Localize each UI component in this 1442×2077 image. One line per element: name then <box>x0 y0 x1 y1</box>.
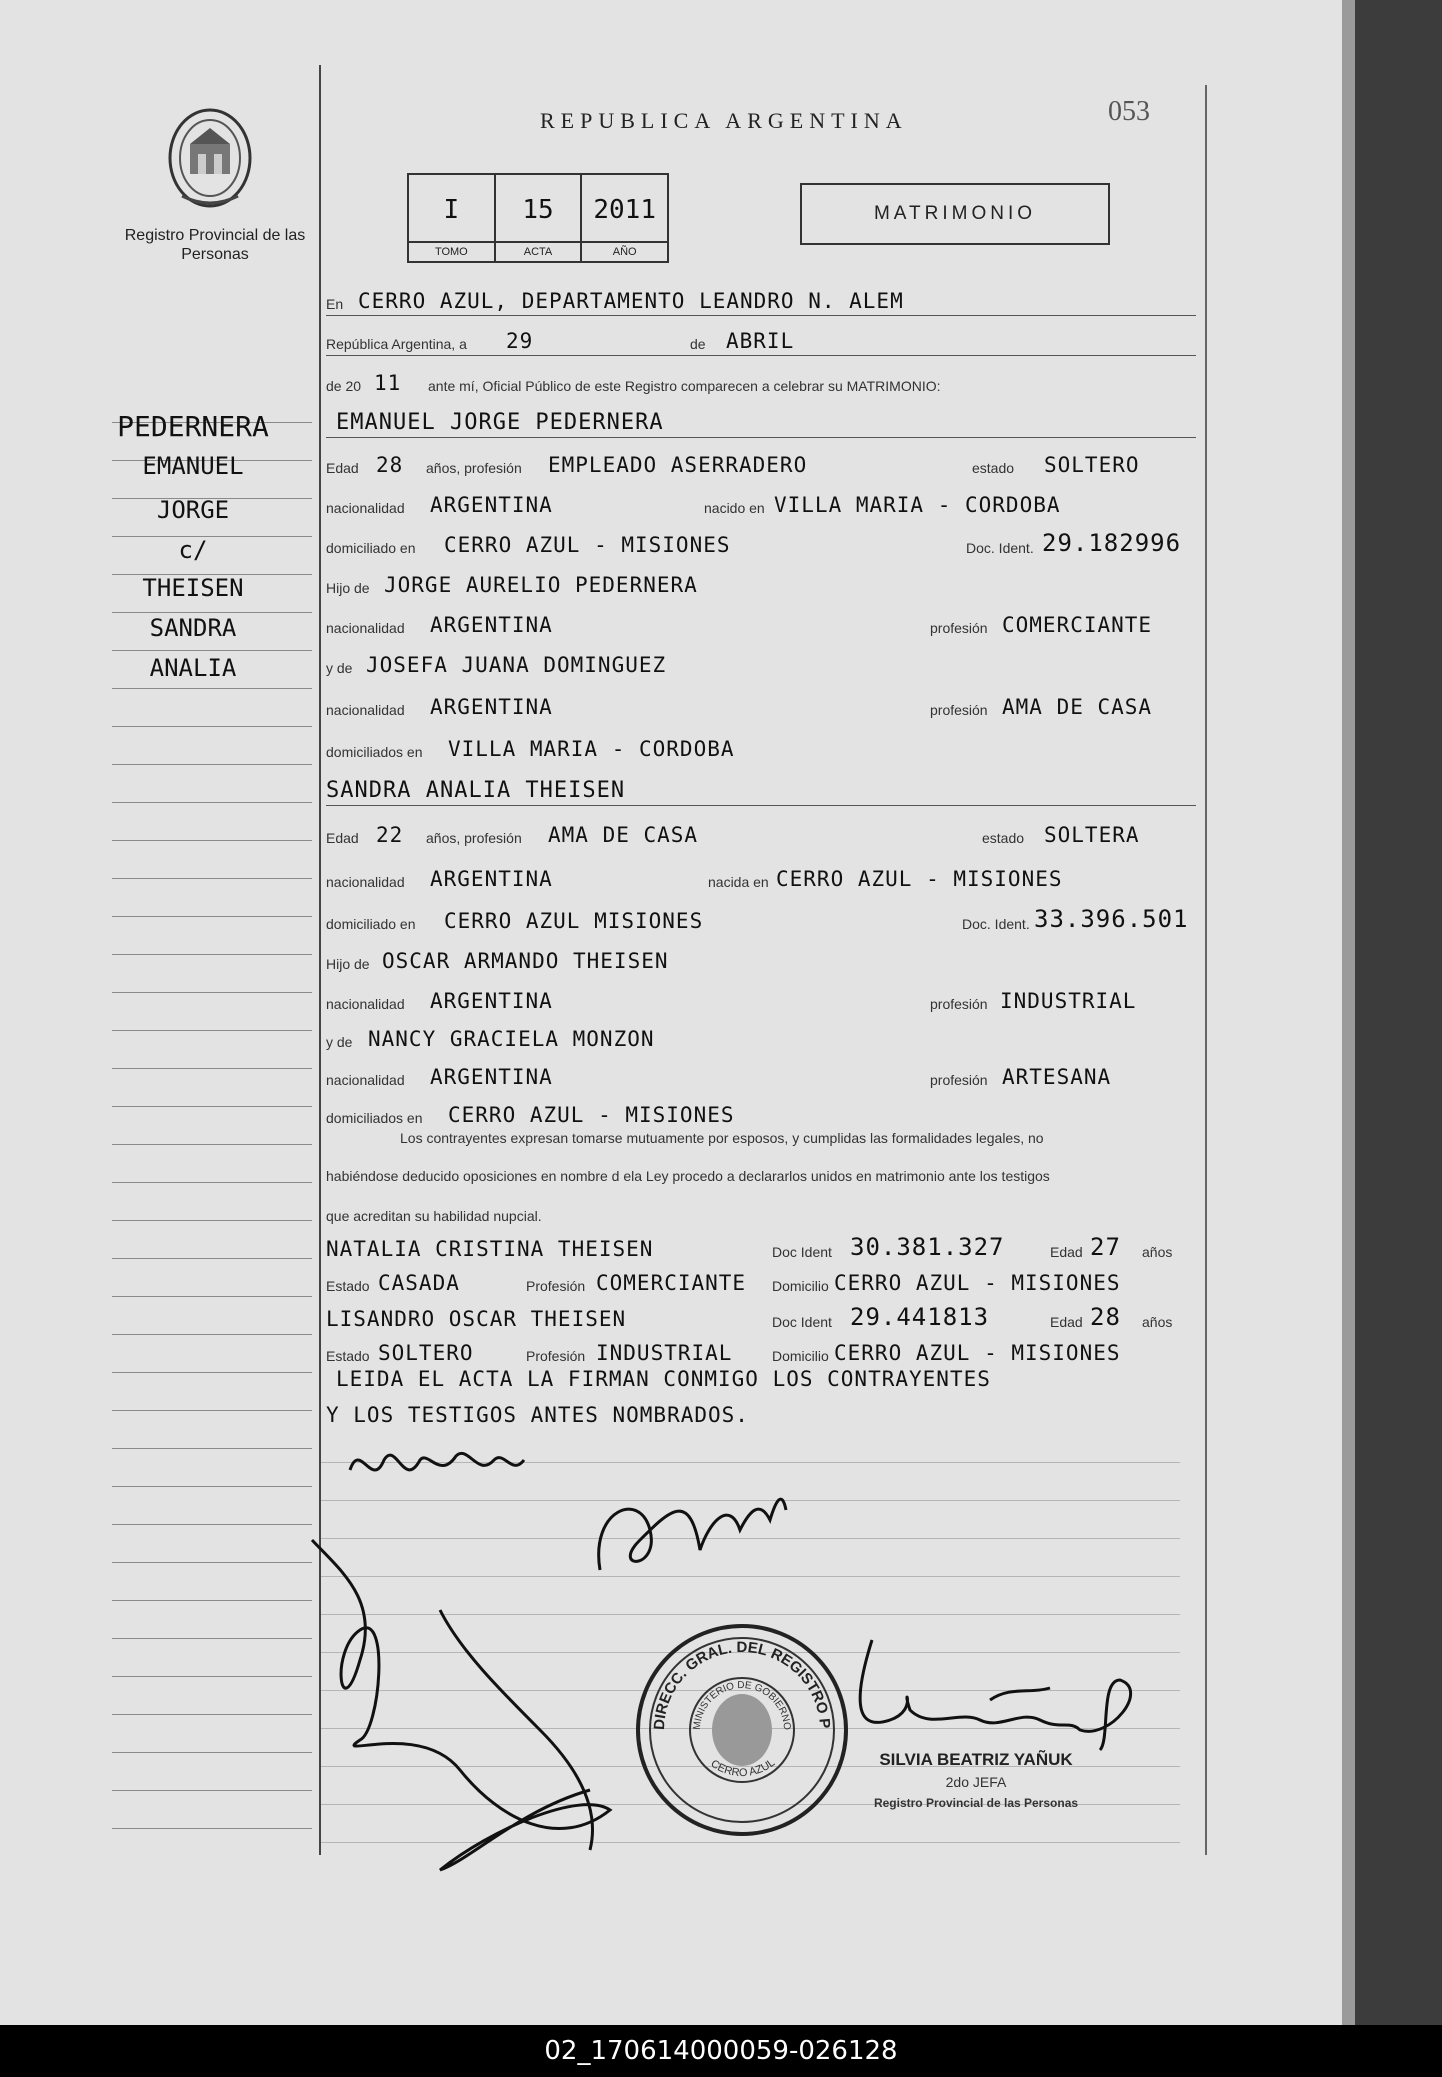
margin-note-line: c/ <box>178 536 208 564</box>
register-box <box>407 173 669 263</box>
official-role: 2do JEFA <box>945 1774 1007 1790</box>
groom-name: EMANUEL JORGE PEDERNERA <box>336 410 664 435</box>
ruled-line <box>112 916 312 917</box>
ruled-line <box>112 1296 312 1297</box>
groom-parents-domicile-row <box>326 732 1196 766</box>
margin-note-line: ANALIA <box>149 654 237 682</box>
groom-mother-row <box>326 648 1196 682</box>
label-anos: años <box>1142 1314 1173 1330</box>
ruled-line <box>112 612 312 613</box>
label-doc-ident: Doc Ident <box>772 1244 832 1260</box>
label-estado: estado <box>982 830 1025 846</box>
witness-2-row <box>326 1302 1196 1336</box>
label-domiciliado-en: domiciliado en <box>326 540 416 556</box>
bride-father-nat-row <box>326 984 1196 1018</box>
label-edad: Edad <box>1050 1314 1083 1330</box>
groom-father: JORGE AURELIO PEDERNERA <box>384 573 698 597</box>
label-estado: Estado <box>326 1278 370 1294</box>
groom-status: SOLTERO <box>1044 453 1140 477</box>
margin-note-line: THEISEN <box>142 574 244 602</box>
ruled-line <box>112 1144 312 1145</box>
act-type-box: MATRIMONIO <box>800 183 1110 245</box>
stamp-inner-text: MINISTERIO DE GOBIERNO <box>691 1679 793 1731</box>
witness-1-profession: COMERCIANTE <box>596 1271 747 1295</box>
bride-signature <box>599 1499 786 1570</box>
ruled-line <box>112 1182 312 1183</box>
official-signature <box>860 1640 1131 1750</box>
tomo-label: TOMO <box>409 241 494 261</box>
acta-cell <box>496 175 583 261</box>
bride-mother-nat-row <box>326 1060 1196 1094</box>
groom-birthplace: VILLA MARIA - CORDOBA <box>774 493 1061 517</box>
anio-value: 2011 <box>593 195 656 225</box>
label-domiciliado-en: domiciliado en <box>326 916 416 932</box>
groom-nationality: ARGENTINA <box>430 493 553 517</box>
groom-mother-profession: AMA DE CASA <box>1002 695 1153 719</box>
tomo-cell <box>409 175 496 261</box>
label-profesion: Profesión <box>526 1278 586 1294</box>
book-edge <box>1355 0 1442 2025</box>
stamp-outer-text: DIRECC. GRAL. DEL REGISTRO P <box>650 1638 834 1731</box>
bride-nationality-row <box>326 862 1196 896</box>
label-domiciliados-en: domiciliados en <box>326 744 423 760</box>
image-caption: 02_170614000059-026128 <box>0 2025 1442 2077</box>
label-de: de <box>690 336 706 352</box>
ruled-line <box>112 878 312 879</box>
groom-age-row <box>326 448 1196 482</box>
label-domicilio: Domicilio <box>772 1278 829 1294</box>
act-place: CERRO AZUL, DEPARTAMENTO LEANDRO N. ALEM <box>358 289 904 313</box>
label-y-de: y de <box>326 660 353 676</box>
witness-1-age: 27 <box>1090 1233 1121 1261</box>
label-estado: Estado <box>326 1348 370 1364</box>
anio-cell <box>582 175 667 261</box>
label-hijo-de: Hijo de <box>326 580 370 596</box>
date-row <box>326 324 1196 358</box>
witness-2-status: SOLTERO <box>378 1341 474 1365</box>
label-profesion: profesión <box>930 620 988 636</box>
label-estado: estado <box>972 460 1015 476</box>
witness-1-name: NATALIA CRISTINA THEISEN <box>326 1237 654 1261</box>
label-anos-profesion: años, profesión <box>426 460 522 476</box>
groom-doc: 29.182996 <box>1042 529 1182 557</box>
label-nacionalidad: nacionalidad <box>326 1072 405 1088</box>
label-doc-ident: Doc. Ident. <box>966 540 1034 556</box>
stamp-city-text: CERRO AZUL <box>708 1756 778 1780</box>
place-row <box>326 284 1196 318</box>
ruled-line <box>112 1334 312 1335</box>
label-nacionalidad: nacionalidad <box>326 996 405 1012</box>
bride-birthplace: CERRO AZUL - MISIONES <box>776 867 1063 891</box>
label-nacionalidad: nacionalidad <box>326 620 405 636</box>
bride-status: SOLTERA <box>1044 823 1140 847</box>
ruled-line <box>112 992 312 993</box>
label-nacionalidad: nacionalidad <box>326 702 405 718</box>
groom-mother-nat-row <box>326 690 1196 724</box>
groom-mother-nationality: ARGENTINA <box>430 695 553 719</box>
groom-nationality-row <box>326 488 1196 522</box>
groom-age: 28 <box>376 453 404 477</box>
label-hijo-de: Hijo de <box>326 956 370 972</box>
margin-note-line: JORGE <box>156 496 230 524</box>
groom-father-nationality: ARGENTINA <box>430 613 553 637</box>
legal-text-line: que acreditan su habilidad nupcial. <box>326 1208 542 1224</box>
act-day: 29 <box>506 329 534 353</box>
label-domicilio: Domicilio <box>772 1348 829 1364</box>
ruled-line <box>112 1068 312 1069</box>
ruled-line <box>112 1106 312 1107</box>
label-anos-profesion: años, profesión <box>426 830 522 846</box>
tomo-value: I <box>443 195 460 225</box>
bride-father-nationality: ARGENTINA <box>430 989 553 1013</box>
ruled-line <box>112 802 312 803</box>
witness-1-doc: 30.381.327 <box>850 1233 1005 1261</box>
registry-name: Registro Provincial de las Personas <box>124 227 306 263</box>
groom-mother: JOSEFA JUANA DOMINGUEZ <box>366 653 667 677</box>
ruled-line <box>112 650 312 651</box>
label-profesion: profesión <box>930 1072 988 1088</box>
witness-signature <box>312 1540 610 1870</box>
acta-value: 15 <box>522 195 554 225</box>
groom-domicile-row <box>326 528 1196 562</box>
document-title: REPUBLICA ARGENTINA <box>540 108 908 133</box>
bride-mother: NANCY GRACIELA MONZON <box>368 1027 655 1051</box>
ruled-line <box>112 1220 312 1221</box>
official-org: Registro Provincial de las Personas <box>873 1796 1079 1810</box>
ruled-line <box>112 726 312 727</box>
ruled-line <box>112 1372 312 1373</box>
label-edad: Edad <box>326 830 359 846</box>
closing-line: LEIDA EL ACTA LA FIRMAN CONMIGO LOS CONTRAYENTES <box>336 1367 991 1391</box>
witness-2-name: LISANDRO OSCAR THEISEN <box>326 1307 627 1331</box>
margin-note-line: SANDRA <box>149 614 237 642</box>
bride-father-profession: INDUSTRIAL <box>1000 989 1137 1013</box>
groom-profession: EMPLEADO ASERRADERO <box>548 453 808 477</box>
bride-name: SANDRA ANALIA THEISEN <box>326 778 626 803</box>
folio-number: 053 <box>1108 96 1150 127</box>
act-year: 11 <box>374 371 402 395</box>
ruled-line <box>112 688 312 689</box>
label-domiciliados-en: domiciliados en <box>326 1110 423 1126</box>
label-nacionalidad: nacionalidad <box>326 874 405 890</box>
label-nacionalidad: nacionalidad <box>326 500 405 516</box>
groom-signature <box>350 1453 524 1470</box>
bride-mother-row <box>326 1022 1196 1056</box>
closing-line: Y LOS TESTIGOS ANTES NOMBRADOS. <box>326 1403 749 1427</box>
label-en: En <box>326 296 344 312</box>
bride-mother-profession: ARTESANA <box>1002 1065 1112 1089</box>
groom-father-profession: COMERCIANTE <box>1002 613 1153 637</box>
margin-note-line: PEDERNERA <box>117 410 269 443</box>
bride-father: OSCAR ARMANDO THEISEN <box>382 949 669 973</box>
margin-note-line: EMANUEL <box>142 452 244 480</box>
label-doc-ident: Doc Ident <box>772 1314 832 1330</box>
bride-nationality: ARGENTINA <box>430 867 553 891</box>
closing-row <box>326 1362 1196 1396</box>
bride-domicile-row <box>326 904 1196 938</box>
groom-father-row <box>326 568 1196 602</box>
bride-age-row <box>326 818 1196 852</box>
closing-row <box>326 1398 1196 1432</box>
legal-text-line: Los contrayentes expresan tomarse mutuamente por esposos, y cumplidas las formalidades legales, no <box>400 1130 1044 1146</box>
witness-2-domicile: CERRO AZUL - MISIONES <box>834 1341 1121 1365</box>
signature-area <box>0 1430 1360 1890</box>
label-profesion: Profesión <box>526 1348 586 1364</box>
act-month: ABRIL <box>726 329 795 353</box>
label-doc-ident: Doc. Ident. <box>962 916 1030 932</box>
witness-1-domicile: CERRO AZUL - MISIONES <box>834 1271 1121 1295</box>
ruled-line <box>112 840 312 841</box>
witness-1-details-row <box>326 1266 1196 1300</box>
label-nacido-en: nacido en <box>704 500 765 516</box>
groom-father-nat-row <box>326 608 1196 642</box>
ruled-line <box>112 1410 312 1411</box>
legal-text-line: habiéndose deducido oposiciones en nombre d ela Ley procedo a declararlos unidos en matrimonio ante los testigos <box>326 1168 1050 1184</box>
official-name: SILVIA BEATRIZ YAÑUK <box>879 1750 1073 1769</box>
label-edad: Edad <box>326 460 359 476</box>
witness-1-status: CASADA <box>378 1271 460 1295</box>
bride-father-row <box>326 944 1196 978</box>
ruled-line <box>112 1258 312 1259</box>
groom-domicile: CERRO AZUL - MISIONES <box>444 533 731 557</box>
label-y-de: y de <box>326 1034 353 1050</box>
witness-1-row <box>326 1232 1196 1266</box>
official-stamp <box>638 1626 846 1834</box>
witness-2-signature <box>440 1610 593 1850</box>
label-profesion: profesión <box>930 996 988 1012</box>
groom-name-row <box>326 406 1196 440</box>
witness-2-doc: 29.441813 <box>850 1303 990 1331</box>
witness-2-profession: INDUSTRIAL <box>596 1341 733 1365</box>
acta-label: ACTA <box>496 241 581 261</box>
label-anos: años <box>1142 1244 1173 1260</box>
provincial-crest-icon <box>162 106 258 210</box>
bride-parents-domicile-row <box>326 1098 1196 1132</box>
bride-mother-nationality: ARGENTINA <box>430 1065 553 1089</box>
witness-2-age: 28 <box>1090 1303 1121 1331</box>
label-comparecen: ante mí, Oficial Público de este Registro comparecen a celebrar su MATRIMONIO: <box>428 378 941 394</box>
label-nacida-en: nacida en <box>708 874 769 890</box>
bride-doc: 33.396.501 <box>1034 905 1189 933</box>
bride-age: 22 <box>376 823 404 847</box>
ruled-line <box>112 764 312 765</box>
ruled-line <box>112 1030 312 1031</box>
bride-parents-domicile: CERRO AZUL - MISIONES <box>448 1103 735 1127</box>
label-republica: República Argentina, a <box>326 336 467 352</box>
bride-name-row <box>326 774 1196 808</box>
bride-domicile: CERRO AZUL MISIONES <box>444 909 704 933</box>
groom-parents-domicile: VILLA MARIA - CORDOBA <box>448 737 735 761</box>
ruled-line <box>112 954 312 955</box>
label-edad: Edad <box>1050 1244 1083 1260</box>
bride-profession: AMA DE CASA <box>548 823 699 847</box>
label-profesion: profesión <box>930 702 988 718</box>
year-row <box>326 366 1196 400</box>
anio-label: AÑO <box>582 241 667 261</box>
label-de20: de 20 <box>326 378 362 394</box>
